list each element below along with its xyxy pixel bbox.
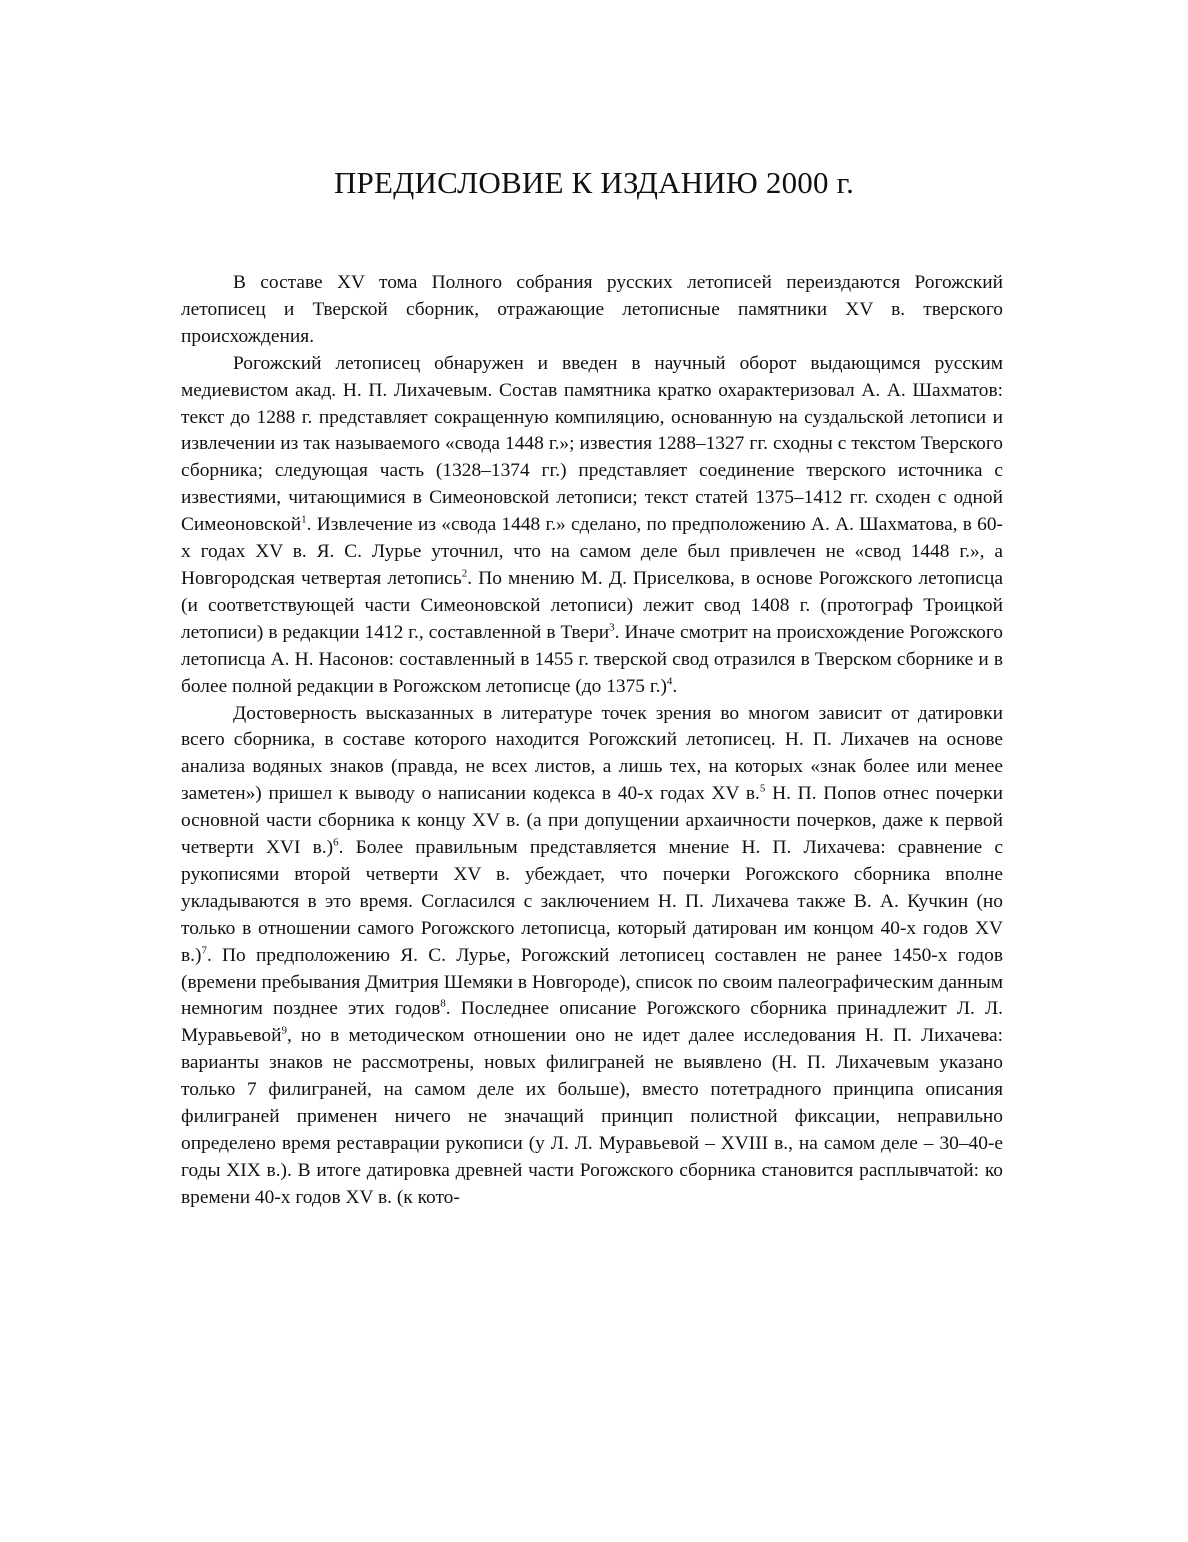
footnote-marker: 5 [759,782,766,795]
text-run: . [672,675,678,697]
paragraph-2 [181,351,1003,701]
footnote-marker: 3 [609,621,615,634]
footnote-marker: 6 [333,836,339,849]
footnote-marker: 9 [281,1024,287,1037]
paragraph-1 [181,270,1003,351]
text-run: . По мнению М. Д. Приселкова, в основе Рогожского летописца (и соответствующей части Симеоновской летописи) лежит свод 1408 г. (протограф Троицкой летописи) в редакции 1412 г., составленной в Твери [181,567,1003,643]
text-run: . Иначе смотрит на происхождение Рогожского летописца А. Н. Насонов: составленный в 1455 г. тверской свод отразился в Тверском сборнике и в более полной редакции в Рогожском летописце (до 1375 г.) [181,621,1003,697]
text-run: Н. П. Попов отнес почерки основной части сборника к концу XV в. (а при допущении архаичности почерков, даже к первой четверти XVI в.) [181,783,1004,859]
footnote-marker: 4 [666,675,673,688]
footnote-marker: 1 [301,513,307,526]
text-run: Рогожский летописец обнаружен и введен в научный оборот выдающимся русским медиевистом акад. Н. П. Лихачевым. Состав памятника кратко охарактеризовал А. А. Шахматов: текст до 1288 г. представляет сокращенную компиляцию, основанную на суздальской летописи и извлечении из так называемого «свода 1448 г.»; известия 1288–1327 гг. сходны с текстом Тверского сборника; следующая часть (1328–1374 гг.) представляет соединение тверского источника с известиями, читающимися в Симеоновской летописи; текст статей 1375–1412 гг. сходен с одной Симеоновской [181,352,1003,536]
text-run: . По предположению Я. С. Лурье, Рогожский летописец составлен не ранее 1450-х годов (времени пребывания Дмитрия Шемяки в Новгороде), список по своим палеографическим данным немногим позднее этих годов [181,944,1003,1020]
text-run: Достоверность высказанных в литературе точек зрения во многом зависит от датировки всего сборника, в составе которого находится Рогожский летописец. Н. П. Лихачев на основе анализа водяных знаков (правда, не всех листов, а лишь тех, на которых «знак более или менее заметен») пришел к выводу о написании кодекса в 40-х годах XV в. [181,702,1003,805]
preface-body [181,270,1003,1212]
footnote-marker: 7 [201,944,207,957]
text-run: . Последнее описание Рогожского сборника принадлежит Л. Л. Муравьевой [181,998,1004,1047]
text-run: . Более правильным представляется мнение Н. П. Лихачева: сравнение с рукописями второй четверти XV в. убеждает, что почерки Рогожского сборника вполне укладываются в это время. Согласился с заключением Н. П. Лихачева также В. А. Кучкин (но только в отношении самого Рогожского летописца, который датирован им концом 40-х годов XV в.) [181,837,1003,966]
text-run: В составе XV тома Полного собрания русских летописей переиздаются Рогожский летописец и Тверской сборник, отражающие летописные памятники XV в. тверского происхождения. [181,272,1003,347]
text-run: , но в методическом отношении оно не идет далее исследования Н. П. Лихачева: варианты знаков не рассмотрены, новых филиграней не выявлено (Н. П. Лихачевым указано только 7 филиграней, на самом деле их больше), вместо потетрадного принципа описания филиграней применен ничего не значащий принцип полистной фиксации, неправильно определено время реставрации рукописи (у Л. Л. Муравьевой – XVIII в., на самом деле – 30–40-е годы XIX в.). В итоге датировка древней части Рогожского сборника становится расплывчатой: ко времени 40-х годов XV в. (к кото- [181,1025,1003,1208]
footnote-marker: 2 [461,567,468,580]
paragraph-3 [181,701,1003,1212]
page-title: ПРЕДИСЛОВИЕ К ИЗДАНИЮ 2000 г. [333,165,855,200]
text-run: . Извлечение из «свода 1448 г.» сделано, по предположению А. А. Шахматова, в 60-х годах XV в. Я. С. Лурье уточнил, что на самом деле был привлечен не «свод 1448 г.», а Новгородская четвертая летопись [181,514,1003,589]
footnote-marker: 8 [440,998,446,1010]
